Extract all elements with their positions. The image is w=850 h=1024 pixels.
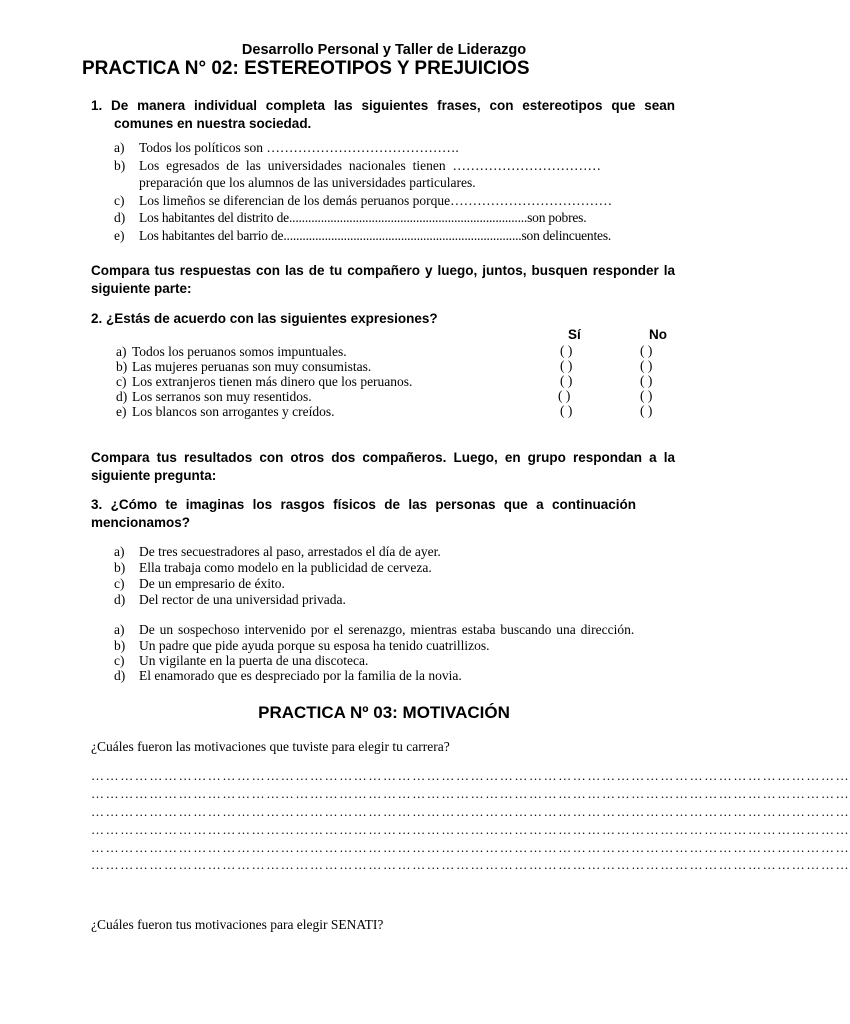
answer-line[interactable]: ………………………………………………………………………………………………………………………………………… [91,786,850,801]
q1-number: 1. [91,98,103,113]
si-checkbox-e[interactable]: ( ) [560,403,573,418]
q1-item-c [114,192,674,209]
q2-text: 2. ¿Estás de acuerdo con las siguientes expresiones? [91,311,438,326]
q3-group2-item-d [114,667,674,684]
item-text: Los habitantes del distrito de...........................................................................son pobres. [139,210,587,225]
answer-line[interactable]: ………………………………………………………………………………………………………………………………………… [91,768,850,783]
item-letter: d) [114,210,126,225]
practica-2-title: PRACTICA N° 02: ESTEREOTIPOS Y PREJUICIOS [82,58,530,79]
item-letter: c) [116,374,127,389]
item-letter: a) [114,544,125,559]
item-text: Del rector de una universidad privada. [139,592,346,607]
item-letter: b) [114,158,126,173]
q3-group1-item-c [114,575,674,592]
item-letter: a) [114,140,125,155]
column-si: Sí [568,327,581,342]
item-letter: b) [114,560,126,575]
answer-line[interactable]: ………………………………………………………………………………………………………………………………………… [91,857,850,872]
item-text: Los extranjeros tienen más dinero que los peruanos. [132,374,413,389]
no-checkbox-b[interactable]: ( ) [640,358,653,373]
course-header: Desarrollo Personal y Taller de Liderazgo [241,42,527,58]
answer-line[interactable]: ………………………………………………………………………………………………………………………………………… [91,804,850,819]
item-letter: a) [116,344,127,359]
item-letter: e) [114,228,125,243]
item-letter: a) [114,622,125,637]
item-text: Los limeños se diferencian de los demás peruanos porque……………………………… [139,193,613,208]
item-text: De un sospechoso intervenido por el serenazgo, mientras estaba buscando una dirección. [139,622,635,637]
q3-group1-item-a [114,543,674,560]
item-letter: b) [116,359,128,374]
si-checkbox-c[interactable]: ( ) [560,373,573,388]
item-text: Los egresados de las universidades nacionales tienen …………………………… [139,158,602,173]
q1-item-a [114,139,674,156]
si-checkbox-a[interactable]: ( ) [560,343,573,358]
item-letter: b) [114,638,126,653]
item-text: Los blancos son arrogantes y creídos. [132,404,335,419]
si-checkbox-d[interactable]: ( ) [558,388,571,403]
item-text: Los serranos son muy resentidos. [132,389,312,404]
q3-group2-item-a [114,621,676,638]
q1-item-b-continuation: preparación que los alumnos de las universidades particulares. [139,175,476,190]
item-letter: c) [114,576,125,591]
compare-instruction-1: Compara tus respuestas con las de tu compañero y luego, juntos, busquen responder la siguiente parte: [91,263,675,296]
no-checkbox-e[interactable]: ( ) [640,403,653,418]
compare-instruction-2: Compara tus resultados con otros dos compañeros. Luego, en grupo respondan a la siguiente pregunta: [91,450,675,483]
q3-group1-item-b [114,559,674,576]
item-letter: d) [114,668,126,683]
q3-text: 3. ¿Cómo te imaginas los rasgos físicos de las personas que a continuación mencionamos? [91,497,636,530]
item-letter: d) [116,389,128,404]
item-text: De un empresario de éxito. [139,576,285,591]
item-text: Todos los políticos son ……………………………………. [139,140,459,155]
item-text: Un padre que pide ayuda porque su esposa ha tenido cuatrillizos. [139,638,490,653]
motivation-question-career: ¿Cuáles fueron las motivaciones que tuviste para elegir tu carrera? [91,739,450,754]
practica-3-title: PRACTICA Nº 03: MOTIVACIÓN [258,703,510,722]
q1-item-b [114,157,674,174]
no-checkbox-d[interactable]: ( ) [640,388,653,403]
item-letter: c) [114,193,125,208]
no-checkbox-a[interactable]: ( ) [640,343,653,358]
item-text: Las mujeres peruanas son muy consumistas. [132,359,372,374]
q1-item-d [114,209,674,226]
item-letter: c) [114,653,125,668]
q1-item-e [114,227,674,244]
answer-line[interactable]: ………………………………………………………………………………………………………………………………………… [91,840,850,855]
si-checkbox-b[interactable]: ( ) [560,358,573,373]
item-text: Un vigilante en la puerta de una discoteca. [139,653,369,668]
item-text: De tres secuestradores al paso, arrestados el día de ayer. [139,544,441,559]
column-no: No [649,327,667,342]
item-text: El enamorado que es despreciado por la familia de la novia. [139,668,462,683]
q3-group1-item-d [114,591,674,608]
no-checkbox-c[interactable]: ( ) [640,373,653,388]
item-text: Todos los peruanos somos impuntuales. [132,344,347,359]
q2-item-e [116,403,556,420]
motivation-question-senati: ¿Cuáles fueron tus motivaciones para elegir SENATI? [91,917,384,932]
item-text: Ella trabaja como modelo en la publicidad de cerveza. [139,560,432,575]
item-text: Los habitantes del barrio de...........................................................................son delincuentes. [139,228,612,243]
answer-line[interactable]: ………………………………………………………………………………………………………………………………………… [91,822,850,837]
item-letter: e) [116,404,127,419]
item-letter: d) [114,592,126,607]
q1-text: De manera individual completa las siguientes frases, con estereotipos que sean comunes en nuestra sociedad. [111,98,675,131]
